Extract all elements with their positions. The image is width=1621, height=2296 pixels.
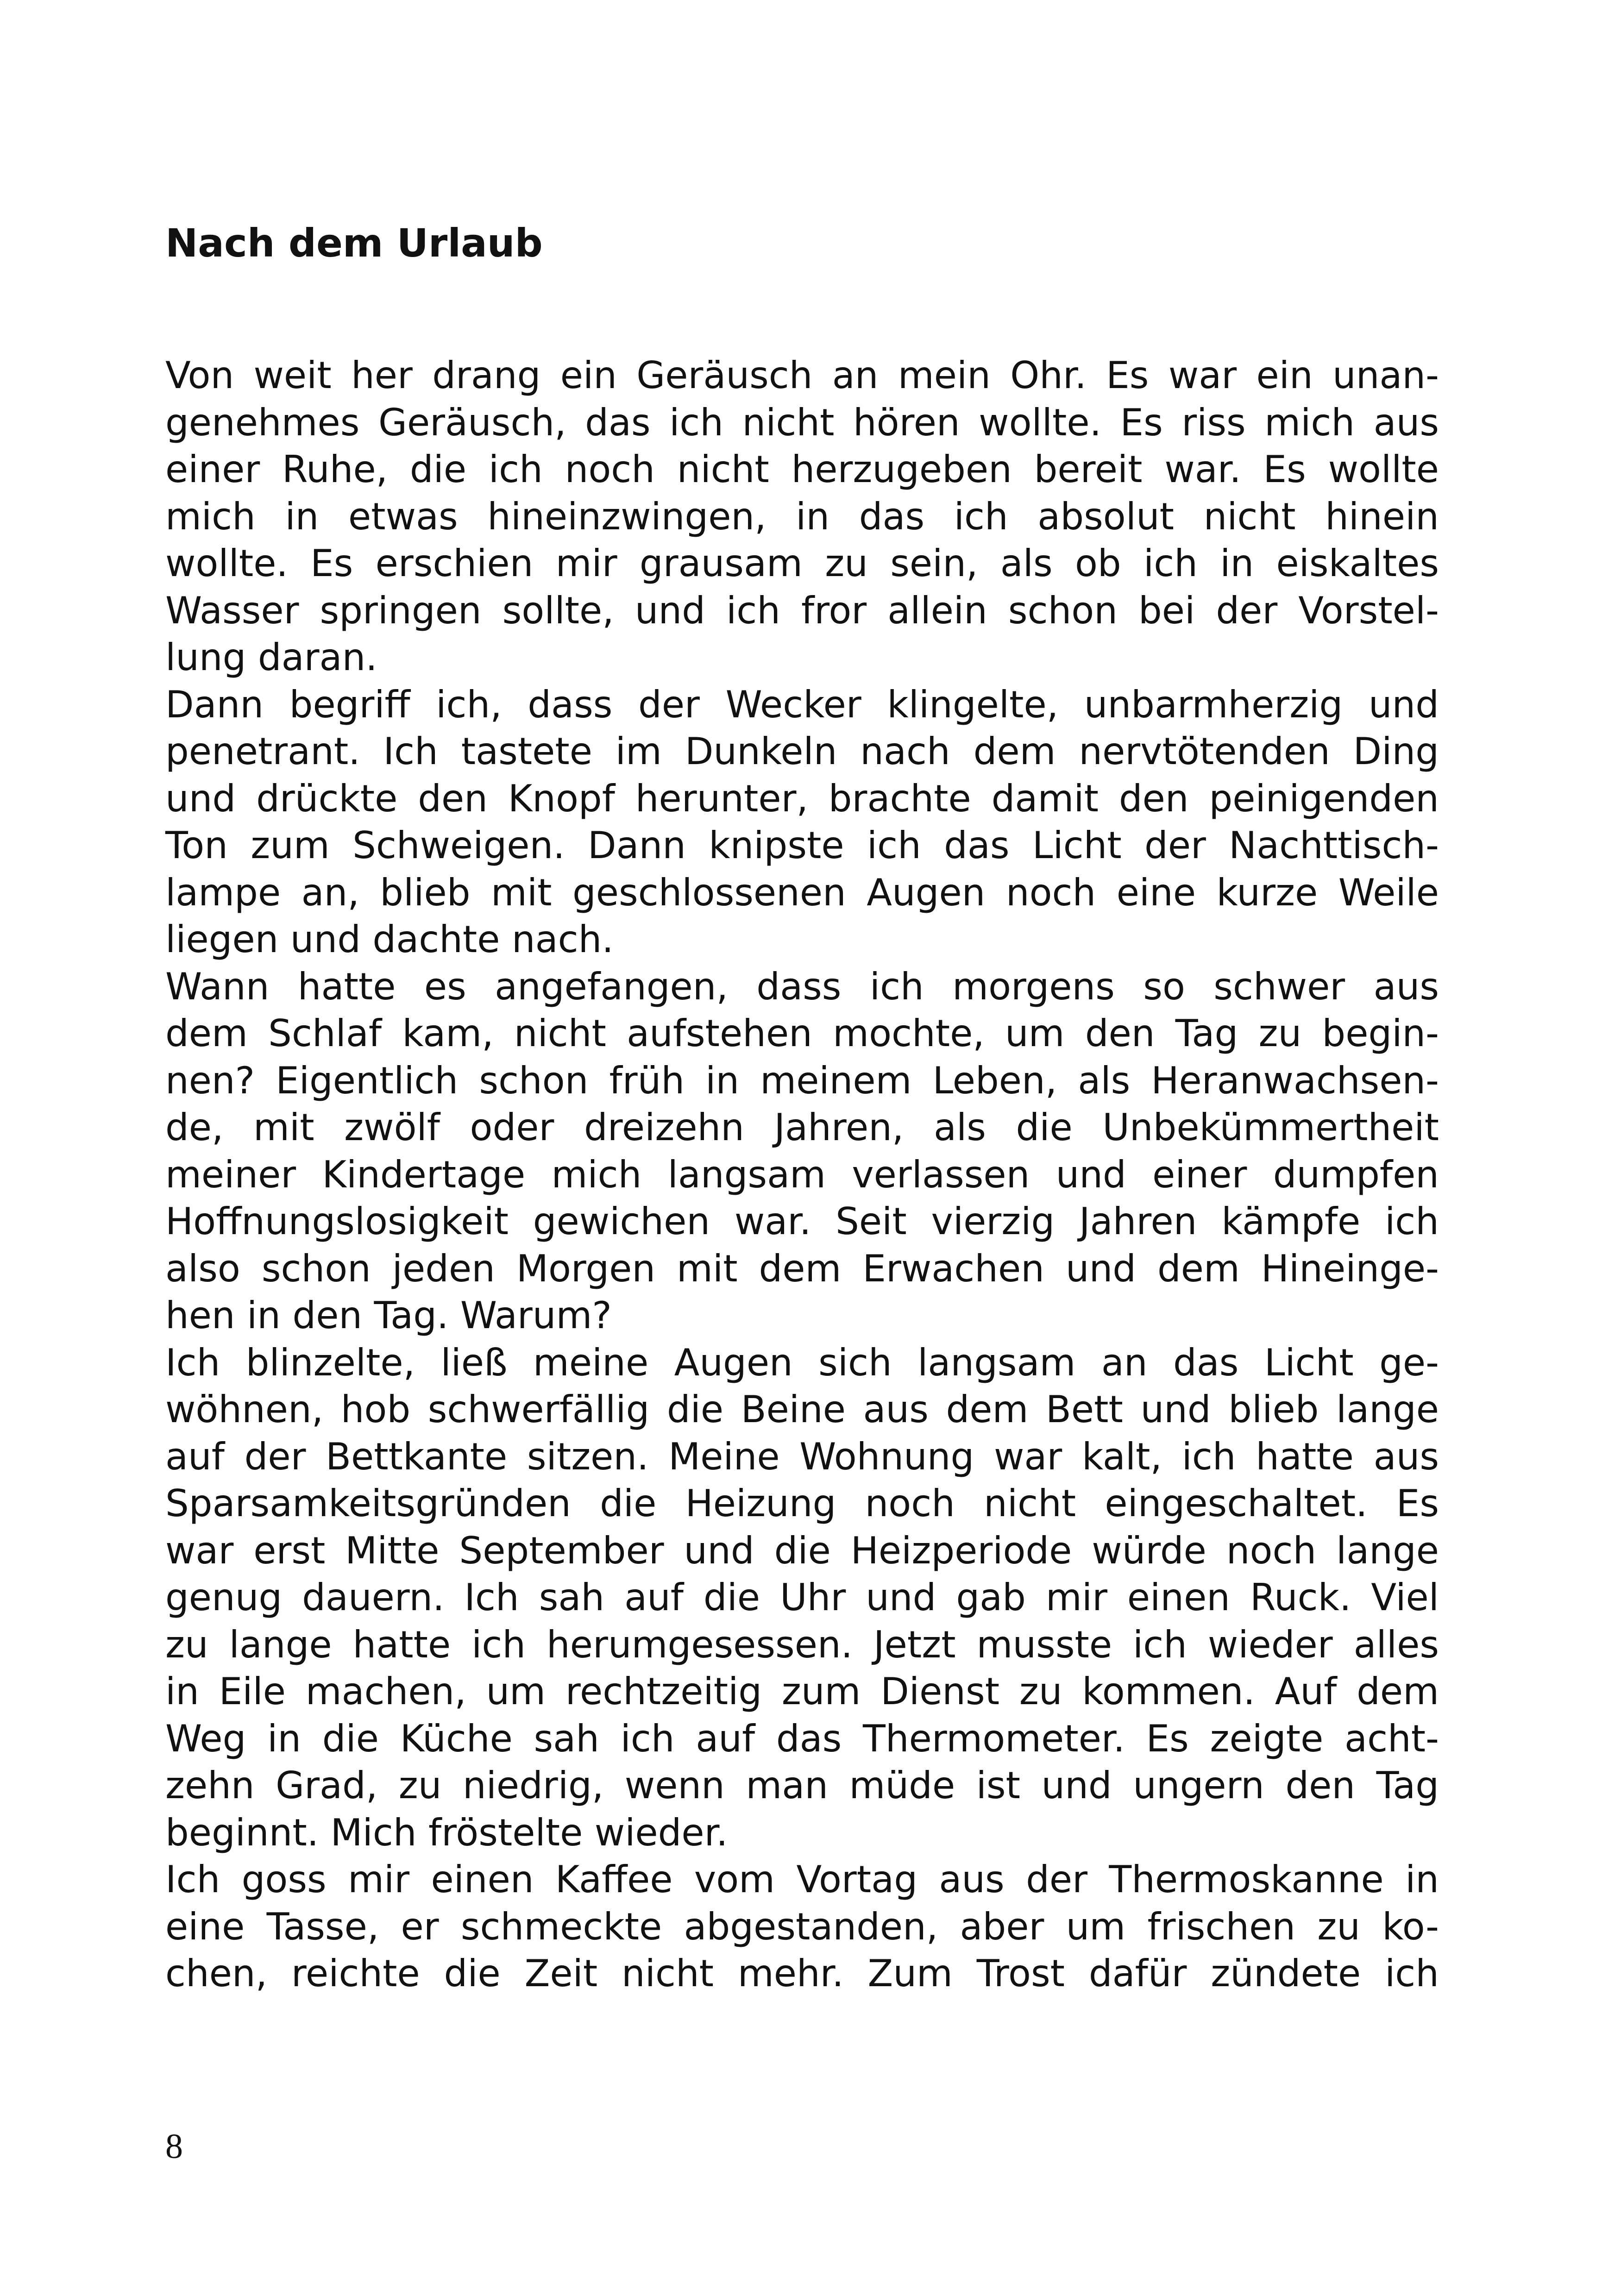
text-line: Ich goss mir einen Kaffee vom Vortag aus der Thermoskanne in (165, 1858, 1439, 1901)
text-line: nen? Eigentlich schon früh in meinem Leben, als Heranwachsen- (165, 1059, 1439, 1102)
text-line: dem Schlaf kam, nicht aufstehen mochte, um den Tag zu begin- (165, 1012, 1439, 1055)
text-line: zu lange hatte ich herumgesessen. Jetzt musste ich wieder alles (165, 1623, 1439, 1666)
text-line: Weg in die Küche sah ich auf das Thermometer. Es zeigte acht- (165, 1717, 1439, 1760)
text-line: chen, reichte die Zeit nicht mehr. Zum Trost dafür zündete ich (165, 1952, 1439, 1995)
text-line: also schon jeden Morgen mit dem Erwachen und dem Hineinge- (165, 1247, 1439, 1290)
text-line: zehn Grad, zu niedrig, wenn man müde ist und ungern den Tag (165, 1764, 1439, 1807)
text-line: lampe an, blieb mit geschlossenen Augen noch eine kurze Weile (165, 871, 1439, 914)
text-line: de, mit zwölf oder dreizehn Jahren, als die Unbekümmertheit (165, 1106, 1439, 1149)
text-line: und drückte den Knopf herunter, brachte damit den peinigenden (165, 777, 1439, 820)
page-number: 8 (165, 2127, 183, 2166)
text-line: wöhnen, hob schwerfällig die Beine aus dem Bett und blieb lange (165, 1388, 1439, 1431)
text-line: Wasser springen sollte, und ich fror allein schon bei der Vorstel- (165, 589, 1439, 632)
text-line: liegen und dachte nach. (165, 918, 614, 961)
text-line: penetrant. Ich tastete im Dunkeln nach dem nervtötenden Ding (165, 730, 1439, 773)
text-line: in Eile machen, um rechtzeitig zum Dienst zu kommen. Auf dem (165, 1670, 1439, 1713)
chapter-body (165, 352, 1439, 1997)
text-line: einer Ruhe, die ich noch nicht herzugeben bereit war. Es wollte (165, 448, 1439, 491)
text-line: lung daran. (165, 636, 377, 679)
text-line: Von weit her drang ein Geräusch an mein Ohr. Es war ein unan- (165, 354, 1439, 397)
text-line: auf der Bettkante sitzen. Meine Wohnung war kalt, ich hatte aus (165, 1435, 1439, 1478)
text-line: Sparsamkeitsgründen die Heizung noch nicht eingeschaltet. Es (165, 1482, 1439, 1525)
text-line: Dann begriff ich, dass der Wecker klingelte, unbarmherzig und (165, 683, 1439, 726)
text-line: war erst Mitte September und die Heizperiode würde noch lange (165, 1529, 1439, 1572)
text-line: genehmes Geräusch, das ich nicht hören wollte. Es riss mich aus (165, 401, 1439, 444)
text-line: Ton zum Schweigen. Dann knipste ich das Licht der Nachttisch- (165, 824, 1439, 867)
text-line: Hoffnungslosigkeit gewichen war. Seit vierzig Jahren kämpfe ich (165, 1200, 1439, 1243)
text-line: wollte. Es erschien mir grausam zu sein, als ob ich in eiskaltes (165, 542, 1439, 585)
text-line: hen in den Tag. Warum? (165, 1294, 612, 1337)
text-line: beginnt. Mich fröstelte wieder. (165, 1811, 728, 1854)
text-line: meiner Kindertage mich langsam verlassen und einer dumpfen (165, 1153, 1439, 1196)
text-line: eine Tasse, er schmeckte abgestanden, aber um frischen zu ko- (165, 1905, 1439, 1948)
text-line: Ich blinzelte, ließ meine Augen sich langsam an das Licht ge- (165, 1341, 1439, 1384)
chapter-title: Nach dem Urlaub (165, 220, 543, 266)
text-line: genug dauern. Ich sah auf die Uhr und gab mir einen Ruck. Viel (165, 1576, 1439, 1619)
text-line: mich in etwas hineinzwingen, in das ich absolut nicht hinein (165, 495, 1439, 538)
text-line: Wann hatte es angefangen, dass ich morgens so schwer aus (165, 965, 1439, 1008)
